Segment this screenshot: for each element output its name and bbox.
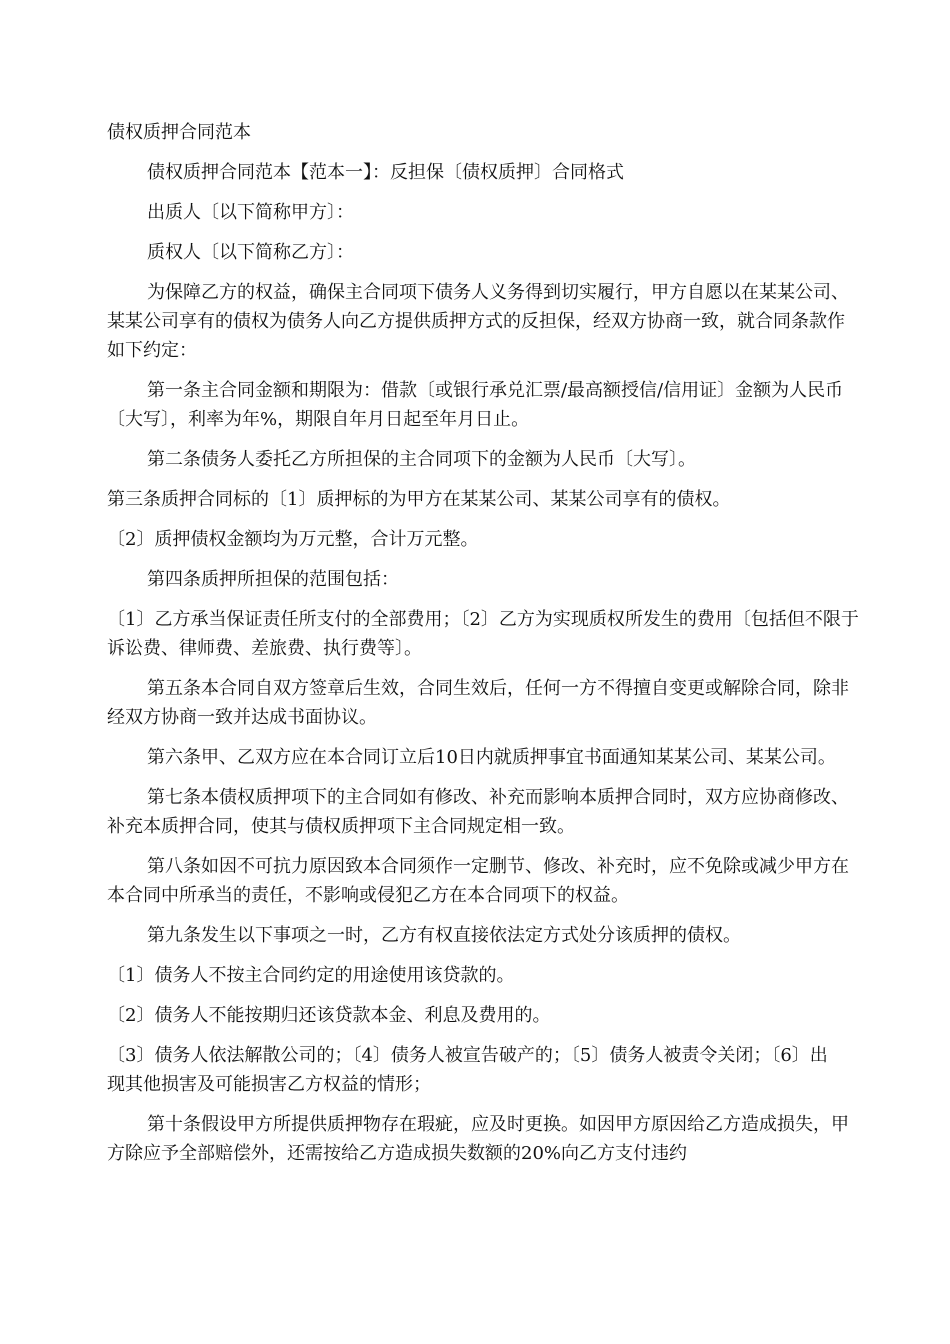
paragraph-preamble: 为保障乙方的权益，确保主合同项下债务人义务得到切实履行，甲方自愿以在某某公司、某某公司享有的债权为债务人向乙方提供质押方式的反担保，经双方协商一致，就合同条款作如下约定： bbox=[107, 282, 849, 361]
paragraph-article-4: 第四条质押所担保的范围包括： bbox=[147, 569, 399, 590]
document-page bbox=[107, 118, 859, 1168]
paragraph-article-2: 第二条债务人委托乙方所担保的主合同项下的金额为人民币〔大写〕。 bbox=[147, 449, 696, 470]
paragraph-pledgor: 出质人〔以下简称甲方〕： bbox=[147, 202, 354, 223]
paragraph-article-3-item-2: 〔2〕质押债权金额均为万元整，合计万元整。 bbox=[107, 529, 479, 550]
paragraph-article-5: 第五条本合同自双方签章后生效，合同生效后，任何一方不得擅自变更或解除合同，除非经双方协商一致并达成书面协议。 bbox=[107, 678, 849, 728]
paragraph-article-4-items: 〔1〕乙方承当保证责任所支付的全部费用；〔2〕乙方为实现质权所发生的费用〔包括但不限于诉讼费、律师费、差旅费、执行费等〕。 bbox=[107, 609, 859, 659]
paragraph-article-9-item-2: 〔2〕债务人不能按期归还该贷款本金、利息及费用的。 bbox=[107, 1005, 551, 1026]
paragraph-article-10: 第十条假设甲方所提供质押物存在瑕疵，应及时更换。如因甲方原因给乙方造成损失，甲方除应予全部赔偿外，还需按给乙方造成损失数额的20%向乙方支付违约 bbox=[107, 1114, 849, 1164]
paragraph-article-8: 第八条如因不可抗力原因致本合同须作一定删节、修改、补充时，应不免除或减少甲方在本合同中所承当的责任，不影响或侵犯乙方在本合同项下的权益。 bbox=[107, 856, 849, 906]
paragraph-article-1: 第一条主合同金额和期限为：借款〔或银行承兑汇票/最高额授信/信用证〕金额为人民币〔大写〕，利率为年%，期限自年月日起至年月日止。 bbox=[107, 380, 844, 430]
paragraph-template-heading: 债权质押合同范本【范本一】：反担保〔债权质押〕合同格式 bbox=[147, 162, 624, 183]
paragraph-article-3: 第三条质押合同标的〔1〕质押标的为甲方在某某公司、某某公司享有的债权。 bbox=[107, 489, 731, 510]
paragraph-article-6: 第六条甲、乙双方应在本合同订立后10日内就质押事宜书面通知某某公司、某某公司。 bbox=[147, 747, 836, 768]
paragraph-article-9: 第九条发生以下事项之一时，乙方有权直接依法定方式处分该质押的债权。 bbox=[147, 925, 741, 946]
document-title: 债权质押合同范本 bbox=[107, 122, 251, 143]
paragraph-article-9-items-3-6: 〔3〕债务人依法解散公司的；〔4〕债务人被宣告破产的；〔5〕债务人被责令关闭；〔6〕出现其他损害及可能损害乙方权益的情形； bbox=[107, 1045, 828, 1095]
paragraph-article-7: 第七条本债权质押项下的主合同如有修改、补充而影响本质押合同时，双方应协商修改、补充本质押合同，使其与债权质押项下主合同规定相一致。 bbox=[107, 787, 849, 837]
paragraph-pledgee: 质权人〔以下简称乙方〕： bbox=[147, 242, 354, 263]
paragraph-article-9-item-1: 〔1〕债务人不按主合同约定的用途使用该贷款的。 bbox=[107, 965, 515, 986]
